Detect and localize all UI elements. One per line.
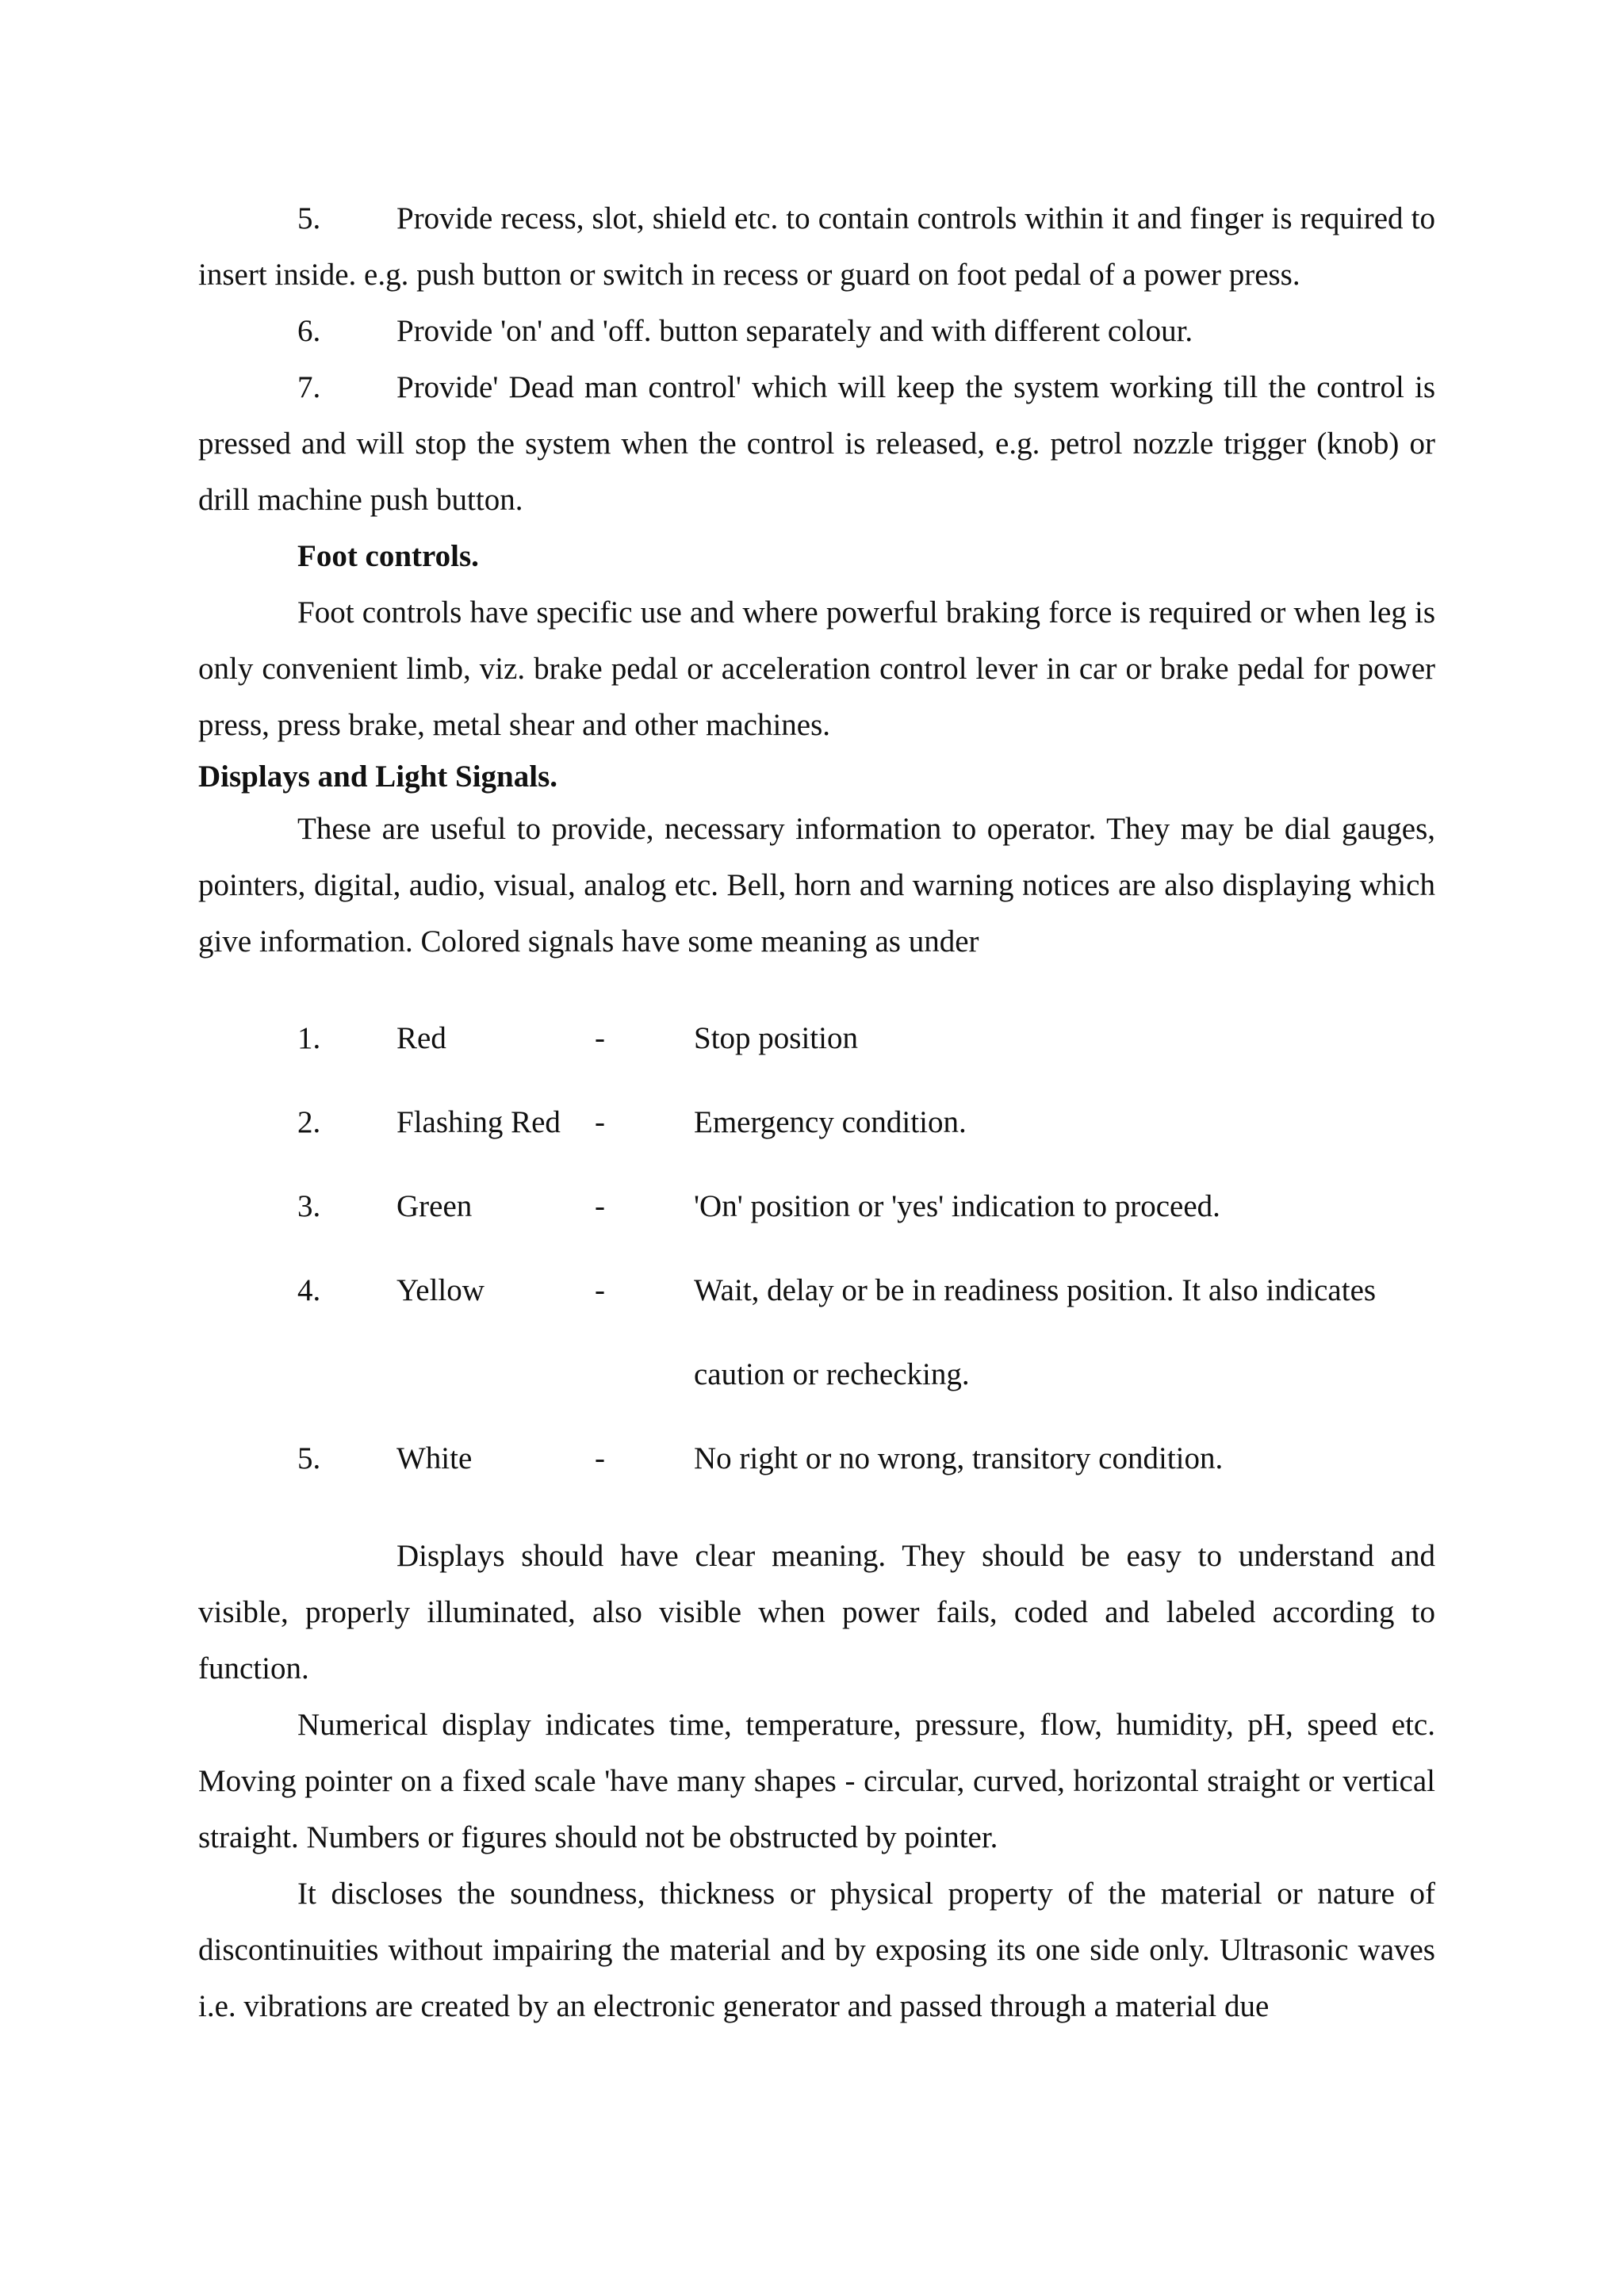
signal-row (198, 1081, 1435, 1165)
signal-number: 3. (297, 1189, 321, 1223)
signal-color: Red (396, 1021, 446, 1055)
foot-controls-paragraph: Foot controls have specific use and where powerful braking force is required or when leg is only convenient limb, viz. brake pedal or acceleration control lever in car or brake pedal for power press, press brake, metal shear and other machines. (198, 595, 1435, 742)
list-item-7: 7. Provide' Dead man control' which will keep the system working till the control is pressed and will stop the system when the control is released, e.g. petrol nozzle trigger (knob) or drill machine push button. (198, 370, 1435, 517)
signal-number: 4. (297, 1273, 321, 1307)
signal-meaning: 'On' position or 'yes' indication to proceed. (694, 1189, 1220, 1223)
ultrasonic-paragraph: It discloses the soundness, thickness or physical property of the material or nature of discontinuities without impairing the material and by exposing its one side only. Ultrasonic waves i.e. vibrations are created by an electronic generator and passed through a material due (198, 1877, 1435, 2023)
foot-controls-heading: Foot controls. (297, 539, 479, 573)
signal-meaning: Wait, delay or be in readiness position. It also indicates (694, 1273, 1377, 1307)
signal-list (198, 997, 1435, 1501)
document-page (198, 190, 1435, 2034)
signal-number: 1. (297, 1021, 321, 1055)
signal-row (198, 997, 1435, 1081)
signal-color: Green (396, 1189, 473, 1223)
signal-dash: - (595, 1189, 605, 1223)
displays-meaning-paragraph: Displays should have clear meaning. They should be easy to understand and visible, properly illuminated, also visible when power fails, coded and labeled according to function. (198, 1539, 1435, 1686)
displays-paragraph: These are useful to provide, necessary information to operator. They may be dial gauges, pointers, digital, audio, visual, analog etc. Bell, horn and warning notices are also displaying which give information. Colored signals have some meaning as under (198, 812, 1435, 959)
signal-number: 2. (297, 1105, 321, 1139)
signal-dash: - (595, 1273, 605, 1307)
signal-color: Flashing Red (396, 1105, 561, 1139)
signal-number: 5. (297, 1441, 321, 1475)
signal-row (198, 1249, 1435, 1333)
signal-color: White (396, 1441, 473, 1475)
signal-row (198, 1417, 1435, 1501)
signal-meaning: No right or no wrong, transitory condition. (694, 1441, 1224, 1475)
signal-row-continuation (198, 1333, 1435, 1417)
signal-dash: - (595, 1441, 605, 1475)
list-item-5: 5. Provide recess, slot, shield etc. to contain controls within it and finger is required to insert inside. e.g. push button or switch in recess or guard on foot pedal of a power press. (198, 201, 1435, 292)
numerical-display-paragraph: Numerical display indicates time, temperature, pressure, flow, humidity, pH, speed etc. Moving pointer on a fixed scale 'have many shapes - circular, curved, horizontal straight or vertical straight. Numbers or figures should not be obstructed by pointer. (198, 1708, 1435, 1854)
signal-meaning-continued: caution or rechecking. (694, 1357, 970, 1391)
signal-dash: - (595, 1021, 605, 1055)
signal-dash: - (595, 1105, 605, 1139)
signal-meaning: Emergency condition. (694, 1105, 967, 1139)
list-item-6: 6. Provide 'on' and 'off. button separately and with different colour. (297, 314, 1193, 348)
signal-row (198, 1165, 1435, 1249)
signal-meaning: Stop position (694, 1021, 858, 1055)
displays-heading: Displays and Light Signals. (198, 760, 558, 794)
signal-color: Yellow (396, 1273, 485, 1307)
